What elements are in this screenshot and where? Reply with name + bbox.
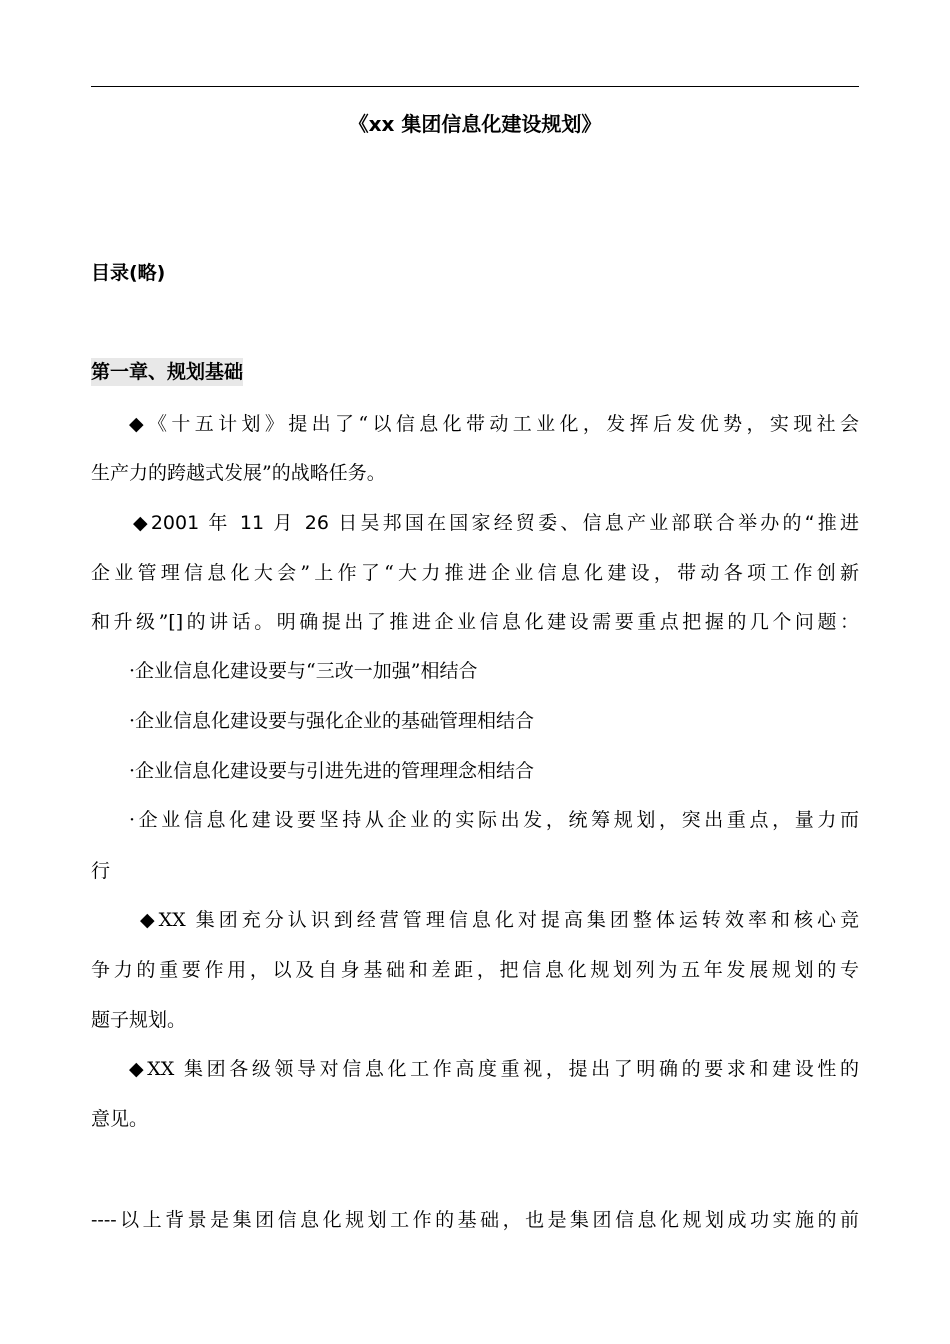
paragraph-line: 企业管理信息化大会”上作了“大力推进企业信息化建设，带动各项工作创新 [91, 562, 859, 584]
paragraph-line: ◆2001 年 11 月 26 日吴邦国在国家经贸委、信息产业部联合举办的“推进 [133, 512, 859, 534]
paragraph-line: 和升级”[]的讲话。明确提出了推进企业信息化建设需要重点把握的几个问题： [91, 611, 859, 633]
paragraph-line: 行 [91, 860, 111, 882]
paragraph-line: 题子规划。 [91, 1009, 187, 1031]
paragraph-line: ----以上背景是集团信息化规划工作的基础，也是集团信息化规划成功实施的前 [91, 1209, 859, 1231]
paragraph-line: ◆XX 集团各级领导对信息化工作高度重视，提出了明确的要求和建设性的 [129, 1058, 859, 1080]
header-rule [91, 86, 859, 87]
list-item: ·企业信息化建设要与强化企业的基础管理相结合 [129, 710, 535, 732]
chapter-heading: 第一章、规划基础 [91, 358, 243, 386]
paragraph-line: ◆XX 集团充分认识到经营管理信息化对提高集团整体运转效率和核心竞 [140, 909, 859, 931]
list-item: ·企业信息化建设要坚持从企业的实际出发，统筹规划，突出重点，量力而 [129, 809, 859, 831]
paragraph-line: ◆《十五计划》提出了“以信息化带动工业化，发挥后发优势，实现社会 [129, 413, 859, 435]
table-of-contents-note: 目录(略) [91, 262, 166, 284]
list-item: ·企业信息化建设要与引进先进的管理理念相结合 [129, 760, 535, 782]
list-item: ·企业信息化建设要与“三改一加强”相结合 [129, 660, 478, 682]
paragraph-line: 争力的重要作用，以及自身基础和差距，把信息化规划列为五年发展规划的专 [91, 959, 859, 981]
paragraph-line: 生产力的跨越式发展”的战略任务。 [91, 462, 386, 484]
paragraph-line: 意见。 [91, 1108, 149, 1130]
document-title: 《xx 集团信息化建设规划》 [348, 112, 602, 136]
